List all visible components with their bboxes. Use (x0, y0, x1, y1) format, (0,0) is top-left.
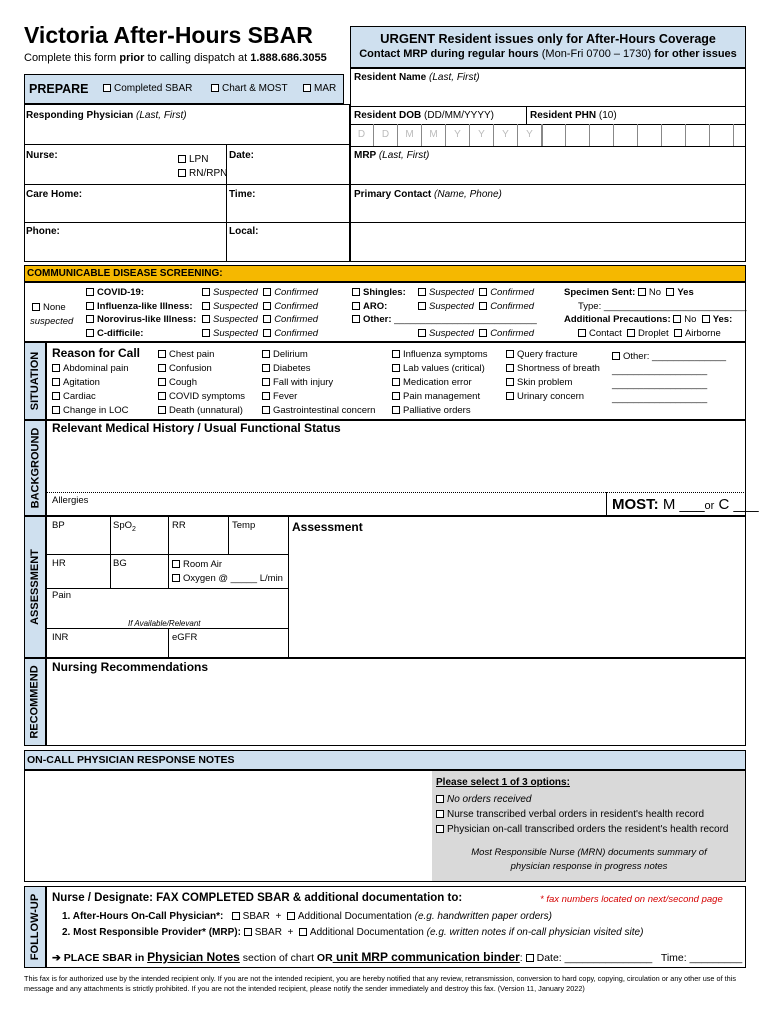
bg-label: BG (113, 558, 127, 569)
nurse-rn-checkbox[interactable]: RN/RPN (178, 168, 227, 179)
dispatch-instruction: Complete this form prior to calling dispatch at 1.888.686.3055 (24, 52, 327, 64)
mrn-note: Most Responsible Nurse (MRN) documents summary of physician response in progress notes (471, 847, 707, 872)
oxygen-checkbox[interactable]: Oxygen @ _____ L/min (172, 573, 283, 584)
assessment-side-label: ASSESSMENT (24, 516, 46, 658)
phn-input-cells[interactable] (542, 124, 734, 146)
assessment-section (46, 516, 746, 658)
recommend-side-label: RECOMMEND (24, 658, 46, 746)
reason-for-call-title: Reason for Call (52, 346, 141, 360)
prepare-label: PREPARE (29, 82, 89, 96)
page-title: Victoria After-Hours SBAR (24, 22, 313, 48)
reason-col1[interactable]: Abdominal pain Agitation Cardiac Change in LOC (52, 362, 129, 418)
rr-label: RR (172, 520, 186, 531)
screening-items (86, 286, 196, 340)
spo2-label: SpO$_2$ (113, 520, 136, 533)
screening-status-grid2[interactable]: Suspected Confirmed Suspected Confirmed Suspected Confirmed (418, 286, 534, 340)
mrp-label: MRP (Last, First) (354, 150, 430, 161)
resident-phn-label: Resident PHN (10) (530, 110, 617, 121)
precautions-no[interactable]: No (673, 314, 696, 325)
prepare-completed-sbar[interactable]: Completed SBAR (103, 83, 192, 94)
date-label: Date: (229, 150, 255, 161)
phone-label: Phone: (26, 226, 60, 237)
norovirus-item[interactable]: Norovirus-like Illness: (86, 313, 196, 327)
situation-side-label: SITUATION (24, 342, 46, 420)
reason-col4[interactable]: Influenza symptoms Lab values (critical) Medication error Pain management Palliative orders (392, 348, 487, 418)
specimen-yes[interactable]: Yes (666, 287, 693, 298)
assessment-title: Assessment (292, 520, 363, 534)
prepare-chart-most[interactable]: Chart & MOST (211, 83, 288, 94)
precautions-yes[interactable]: Yes: (702, 314, 733, 325)
bp-label: BP (52, 520, 65, 531)
local-label: Local: (229, 226, 259, 237)
specimen-block: Specimen Sent: No Yes Type: ___________________________ Additional Precautions: No Yes: Contact Droplet Airborne (564, 287, 747, 339)
primary-contact-label: Primary Contact (Name, Phone) (354, 189, 502, 200)
egfr-label: eGFR (172, 632, 198, 643)
urgent-banner: URGENT Resident issues only for After-Hours Coverage Contact MRP during regular hours (Mon-Fri 0700 – 1730) for other issues (350, 26, 746, 68)
reason-col2[interactable]: Chest pain Confusion Cough COVID symptoms Death (unnatural) (158, 348, 245, 418)
reason-col5[interactable]: Query fracture Shortness of breath Skin problem Urinary concern (506, 348, 600, 404)
most-field[interactable]: MOST: M ___or C ___ (612, 496, 759, 513)
followup-side-label: FOLLOW-UP (24, 886, 46, 968)
room-air-checkbox[interactable]: Room Air (172, 559, 222, 570)
none-suspected-checkbox[interactable]: None (32, 302, 66, 313)
resident-dob-label: Resident DOB (DD/MM/YYYY) (354, 110, 495, 121)
specimen-no[interactable]: No (638, 287, 661, 298)
place-sbar-instruction: ➔ PLACE SBAR in Physician Notes section of chart OR unit MRP communication binder: Date: _______________ Time: _________ (52, 950, 743, 964)
covid-item[interactable]: COVID-19: (86, 286, 196, 300)
fax-disclaimer: This fax is for authorized use by the intended recipient only. If you are not the intended recipient, you are hereby notified that any review, retransmission, conversion to hard copy, copying, circulation or any other use of this message and any attachments is strictly prohibited. If you are not the intended recipient, please notify the sender immediately and destroy this fax. (Version 11, January 2022) (24, 974, 736, 993)
fax-row-mrp[interactable]: 2. Most Responsible Provider* (MRP): SBAR + Additional Documentation (e.g. written notes if on-call physician visited site) (62, 927, 644, 938)
prepare-box (24, 74, 344, 104)
followup-title: Nurse / Designate: FAX COMPLETED SBAR & additional documentation to: (52, 892, 463, 904)
reason-col3[interactable]: Delirium Diabetes Fall with injury Fever Gastrointestinal concern (262, 348, 375, 418)
time-field[interactable]: Time: _________ (660, 952, 743, 964)
temp-label: Temp (232, 520, 256, 531)
left-info-grid (24, 104, 350, 262)
pain-label: Pain (52, 590, 72, 601)
inr-label: INR (52, 632, 69, 643)
hr-label: HR (52, 558, 66, 569)
screening-items2[interactable]: Shingles: ARO: Other: ___________________________ (352, 286, 537, 327)
reason-other[interactable]: Other: ______________ __________________ __________________ __________________ (612, 351, 727, 404)
influenza-item[interactable]: Influenza-like Illness: (86, 300, 196, 314)
date-field[interactable]: Date: _______________ (526, 952, 653, 964)
right-info-grid (350, 68, 746, 262)
medical-history-title: Relevant Medical History / Usual Functional Status (52, 421, 341, 435)
resident-name-label: Resident Name (Last, First) (354, 72, 480, 83)
prepare-mar[interactable]: MAR (303, 83, 336, 94)
oncall-header: ON-CALL PHYSICIAN RESPONSE NOTES (24, 750, 746, 770)
cdiff-item[interactable]: C-difficile: (86, 327, 196, 341)
screening-status-grid[interactable]: Suspected Confirmed Suspected Confirmed Suspected Confirmed Suspected Confirmed (202, 286, 318, 340)
nurse-label: Nurse: (26, 150, 58, 161)
responding-physician-label: Responding Physician (Last, First) (26, 110, 187, 121)
fax-note: * fax numbers located on next/second page (540, 894, 723, 905)
if-available-label: If Available/Relevant (128, 619, 201, 628)
oncall-options[interactable]: No orders received Nurse transcribed verbal orders in resident's health record Physician on-call transcribed orders the resident's health record (436, 792, 729, 837)
care-home-label: Care Home: (26, 189, 83, 200)
select-options-label: Please select 1 of 3 options: (436, 777, 570, 788)
background-side-label: BACKGROUND (24, 420, 46, 516)
time-label: Time: (229, 189, 256, 200)
nurse-lpn-checkbox[interactable]: LPN (178, 154, 208, 165)
dob-input-cells[interactable]: D D M M Y Y Y Y (350, 124, 542, 146)
none-suspected-label: suspected (30, 316, 74, 327)
nursing-recommendations-title: Nursing Recommendations (52, 660, 209, 674)
allergies-label: Allergies (52, 495, 89, 506)
screening-header: COMMUNICABLE DISEASE SCREENING: (24, 265, 746, 282)
fax-row-oncall[interactable]: 1. After-Hours On-Call Physician*: SBAR + Additional Documentation (e.g. handwritten paper orders) (62, 911, 552, 922)
